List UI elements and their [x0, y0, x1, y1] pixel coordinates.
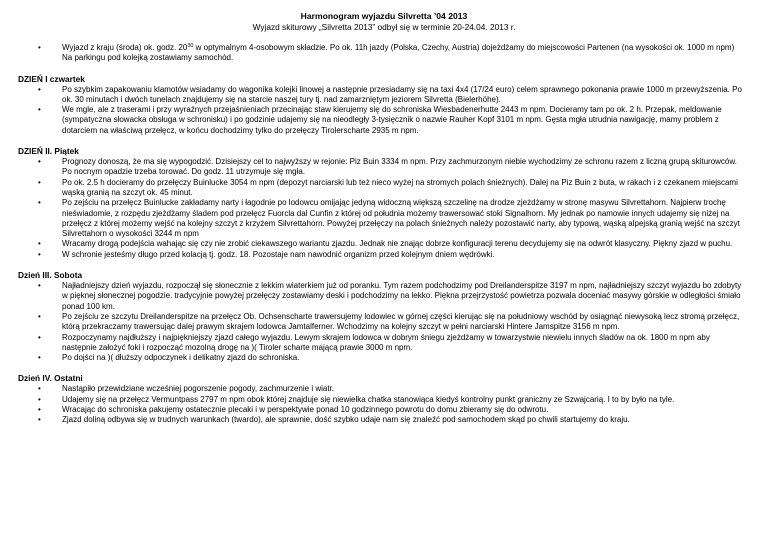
- section-heading: Dzień IV. Ostatni: [18, 373, 83, 384]
- list-item-text: Wracamy drogą podejścia wahając się czy nie zrobić ciekawszego wariantu zjazdu. Jednak nie znając dobrze konfiguracji terenu decydujemy się na odwrót klasyczny. Piękny zjazd w puchu.: [62, 239, 733, 249]
- list-item-text: Po zejściu ze szczytu Dreilanderspitze na przełęcz Ob. Ochsenscharte trawersujemy lodowiec w górnej części kierując się na południowy wschód by osiągnąć niewysoką lecz stromą przełęcz, którą przekraczamy trawersując dalej prawym skrajem lodowca Jamtalferner. Wchodzimy na kolejny szczyt w pełni narciarski Hintere Jamspitze 3156 m npm.: [62, 311, 740, 332]
- list-item-text: Po ok. 2.5 h docieramy do przełęczy Buinlucke 3054 m npm (depozyt narciarski lub też nieco wyżej na stromych polach śnieżnych). Dalej na Piz Buin z buta, w rakach i z czekanem miejscami wąską granią na szczyt ok. 45 minut.: [62, 177, 738, 197]
- list-item: [24, 85, 744, 106]
- list-item: [24, 415, 744, 425]
- list-item-text: Rozpoczynamy najdłuższy i najpiękniejszy zjazd całego wyjazdu. Lewym skrajem lodowca w dobrym śniegu zjeżdżamy w towarzystwie niewielu innych śladów na ok. 1800 m npm aby następnie założyć foki i rozpocząć mozolną drogę na )( Tiroler scharte mającą prawie 3000 m npm.: [62, 332, 710, 352]
- list-item: [24, 333, 744, 354]
- list-item-text: Zjazd doliną odbywa się w trudnych warunkach (twardo), ale sprawnie, dość szybko udaje nam się znaleźć pod samochodem skąd po chwili startujemy do kraju.: [62, 415, 630, 425]
- day-2-list: [24, 157, 744, 260]
- intro-text-before: Wyjazd z kraju (środa) ok. godz. 20: [62, 43, 188, 52]
- section-heading: Dzień III. Sobota: [18, 270, 83, 281]
- bullet-icon: •: [38, 353, 41, 363]
- list-item: [24, 395, 744, 405]
- bullet-icon: •: [38, 43, 41, 52]
- bullet-icon: •: [38, 311, 41, 321]
- document-page: [18, 0, 744, 426]
- list-item-text: Wracając do schroniska pakujemy ostatecznie plecaki i w perspektywie ponad 10 godzinnego powrotu do domu zbieramy się do odwrotu.: [62, 405, 549, 415]
- list-item-text: Po dojści na )( dłuższy odpoczynek i delikatny zjazd do schroniska.: [62, 353, 300, 363]
- list-item: [24, 353, 744, 363]
- bullet-icon: •: [38, 249, 41, 259]
- intro-list: [24, 43, 744, 64]
- list-item: [24, 105, 744, 136]
- section-heading: DZIEŃ I czwartek: [18, 73, 85, 84]
- list-item: [24, 198, 744, 239]
- day-2-section: [18, 146, 744, 260]
- list-item: [24, 405, 744, 415]
- day-1-list: [24, 85, 744, 136]
- list-item: [24, 281, 744, 312]
- list-item: [24, 250, 744, 260]
- list-item: [24, 312, 744, 333]
- intro-text-after: w optymalnym 4-osobowym składzie. Po ok. 11h jazdy (Polska, Czechy, Austria) dojeżdżamy do miejscowości Partenen (na wysokości ok. 1000 m npm) Na parkingu pod kolejką zostawiamy samochód.: [62, 43, 735, 63]
- document-title: Harmonogram wyjazdu Silvretta ’04 2013: [300, 11, 468, 21]
- bullet-icon: •: [38, 84, 41, 94]
- list-item-text: Po szybkim zapakowaniu klamotów wsiadamy do wagonika kolejki linowej a następnie przesiadamy się na taxi 4x4 (17/24 euro) celem sprawnego pokonania prawie 1000 m przewyższenia. Po ok. 30 minutach i dwóch tunelach znajdujemy się na starcie naszej tury tj. nad zamarzniętym jeziorem Silvretta (Bielerhöhe).: [62, 84, 742, 104]
- bullet-icon: •: [38, 198, 41, 208]
- bullet-icon: •: [38, 405, 41, 415]
- list-item-text: Po zejściu na przełęcz Buinlucke zakładamy narty i łagodnie po lodowcu omijając jedyną widoczną większą szczelinę na drodze zjeżdżamy w stronę masywu Silvrettahorn. Najpierw trochę nieświadomie, z rozpędu zjeżdżamy śladem pod przełęcz Fuorcla dal Cunfin z której od południa możemy trawersować stoki Signalhorn. My jednak po namowie innych udajemy się niżej na przełęcz z której możemy wejść na kolejny szczyt z krzyżem Silvrettahorn. Powyżej przełęczy na polach śnieżnych należy pozostawić narty, aby typową, wąską alpejską granią wejść na szczyt Silvrettahorn o wysokości 3244 m npm: [62, 198, 740, 239]
- bullet-icon: •: [38, 177, 41, 187]
- list-item: [24, 157, 744, 178]
- intro-superscript: 30: [187, 43, 194, 49]
- list-item-text: Prognozy donoszą, że ma się wypogodzić. Dzisiejszy cel to najwyższy w rejonie: Piz Buin 3334 m npm. Przy zachmurzonym niebie wychodzimy ze schronu razem z liczną grupą skiturowców. Po nocnym opadzie trzeba torować. Do godz. 11 utrzymuje się mgła.: [62, 157, 737, 177]
- day-1-section: [18, 73, 744, 136]
- list-item-text: We mgle, ale z traserami i przy wyraźnych przejaśnieniach przecinając staw kierujemy się do schroniska Wiesbadenerhutte 2443 m npm. Docieramy tam po ok. 2 h. Przepak, meldowanie (sympatyczna słowacka obsługa w schronisku) i po godzinie udajemy się na nieodległy 3-tysięcznik o nazwie Rauher Kopf 3101 m npm. Gęsta mgła utrudnia nawigację, mamy problem z dotarciem na właściwą przełęcz, w końcu dochodzimy tylko do przełęczy Tirolerscharte 2935 m npm.: [62, 105, 722, 135]
- day-4-list: [24, 384, 744, 425]
- list-item: [24, 384, 744, 394]
- document-subtitle: Wyjazd skiturowy „Silvretta 2013” odbył się w terminie 20-24.04. 2013 r.: [252, 22, 516, 32]
- section-heading: DZIEŃ II. Piątek: [18, 146, 79, 157]
- list-item: [24, 43, 744, 64]
- bullet-icon: •: [38, 239, 41, 249]
- bullet-icon: •: [38, 384, 41, 394]
- list-item: [24, 239, 744, 249]
- list-item-text: Najładniejszy dzień wyjazdu, rozpoczął się słonecznie z lekkim wiaterkiem już od poranku. Tym razem podchodzimy pod Dreilanderspitze 3197 m npm, najładniejszy szczyt wyjazdu bo zdobyty w pięknej słonecznej pogodzie. tradycyjnie powyżej przełęczy zostawiamy deski i podchodzimy na lekko. Piękna przejrzystość powietrza pozwala doceniać masywy górskie w odległości śmiało ponad 100 km.: [62, 281, 742, 311]
- bullet-icon: •: [38, 281, 41, 291]
- bullet-icon: •: [38, 415, 41, 425]
- bullet-icon: •: [38, 332, 41, 342]
- day-4-section: [18, 373, 744, 425]
- list-item-text: W schronie jesteśmy długo przed kolacją tj. godz. 18. Pozostaje nam nawodnić organizm przed kolejnym dniem wędrówki.: [62, 249, 495, 259]
- day-3-list: [24, 281, 744, 363]
- list-item-text: Nastąpiło przewidziane wcześniej pogorszenie pogody, zachmurzenie i wiatr.: [62, 384, 334, 394]
- bullet-icon: •: [38, 157, 41, 167]
- day-3-section: [18, 270, 744, 363]
- list-item-text: Udajemy się na przełęcz Vermuntpass 2797 m npm obok której znajduje się niewielka chatka stanowiąca kiedyś kontrolny punkt graniczny ze Szwajcarią. I to by było na tyle.: [62, 394, 675, 404]
- list-item: [24, 178, 744, 199]
- bullet-icon: •: [38, 105, 41, 115]
- bullet-icon: •: [38, 394, 41, 404]
